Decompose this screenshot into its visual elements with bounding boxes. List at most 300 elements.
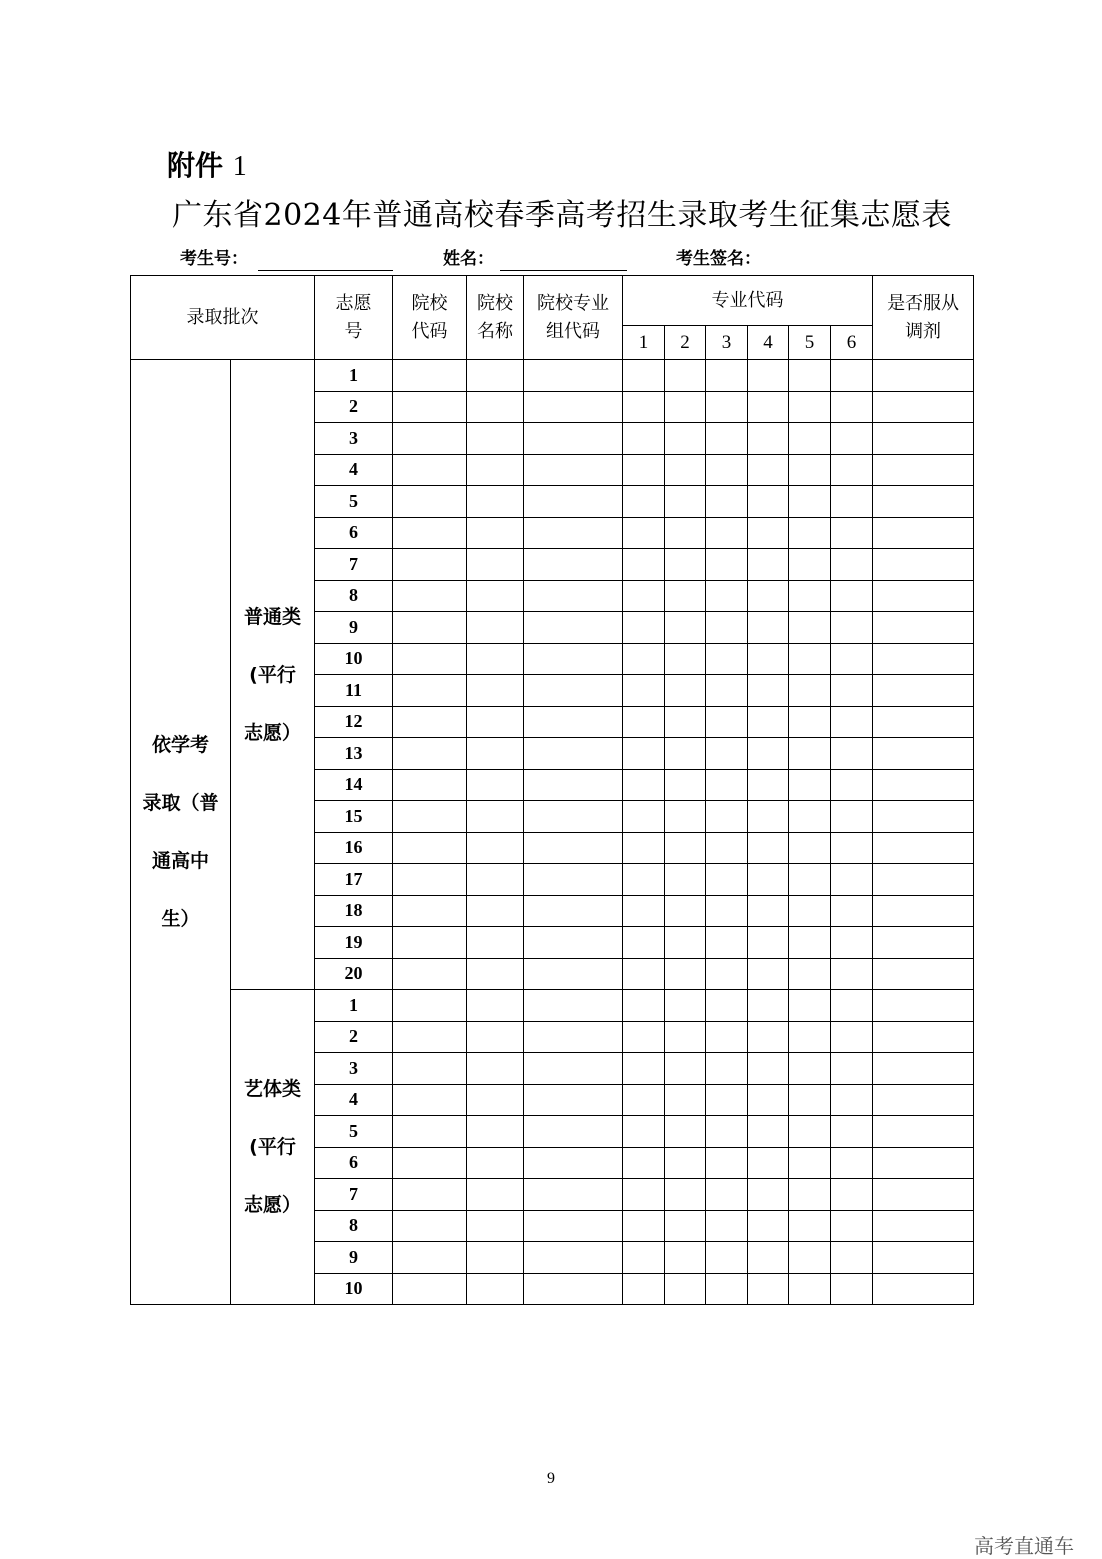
major-code-4-cell[interactable] (748, 990, 789, 1022)
college-code-cell[interactable] (393, 517, 467, 549)
major-code-5-cell[interactable] (789, 580, 831, 612)
group-code-cell[interactable] (524, 1179, 623, 1211)
group-code-cell[interactable] (524, 1242, 623, 1274)
major-code-2-cell[interactable] (665, 1242, 706, 1274)
major-code-2-cell[interactable] (665, 391, 706, 423)
group-code-cell[interactable] (524, 1021, 623, 1053)
adjust-cell[interactable] (873, 675, 974, 707)
group-code-cell[interactable] (524, 423, 623, 455)
major-code-2-cell[interactable] (665, 1210, 706, 1242)
adjust-cell[interactable] (873, 958, 974, 990)
major-code-4-cell[interactable] (748, 486, 789, 518)
major-code-6-cell[interactable] (831, 769, 873, 801)
adjust-cell[interactable] (873, 1021, 974, 1053)
college-name-cell[interactable] (467, 643, 524, 675)
major-code-3-cell[interactable] (706, 1116, 748, 1148)
major-code-2-cell[interactable] (665, 1084, 706, 1116)
college-name-cell[interactable] (467, 360, 524, 392)
major-code-3-cell[interactable] (706, 832, 748, 864)
major-code-2-cell[interactable] (665, 1021, 706, 1053)
college-name-cell[interactable] (467, 612, 524, 644)
major-code-2-cell[interactable] (665, 990, 706, 1022)
major-code-2-cell[interactable] (665, 517, 706, 549)
major-code-5-cell[interactable] (789, 769, 831, 801)
major-code-6-cell[interactable] (831, 927, 873, 959)
major-code-3-cell[interactable] (706, 1021, 748, 1053)
major-code-1-cell[interactable] (623, 990, 665, 1022)
major-code-6-cell[interactable] (831, 1179, 873, 1211)
major-code-3-cell[interactable] (706, 486, 748, 518)
adjust-cell[interactable] (873, 864, 974, 896)
major-code-3-cell[interactable] (706, 360, 748, 392)
major-code-3-cell[interactable] (706, 675, 748, 707)
major-code-4-cell[interactable] (748, 738, 789, 770)
major-code-1-cell[interactable] (623, 832, 665, 864)
college-name-cell[interactable] (467, 1147, 524, 1179)
major-code-6-cell[interactable] (831, 1242, 873, 1274)
major-code-6-cell[interactable] (831, 1273, 873, 1305)
college-code-cell[interactable] (393, 1021, 467, 1053)
major-code-6-cell[interactable] (831, 612, 873, 644)
adjust-cell[interactable] (873, 1084, 974, 1116)
name-field[interactable] (500, 270, 627, 271)
major-code-4-cell[interactable] (748, 1179, 789, 1211)
major-code-2-cell[interactable] (665, 1147, 706, 1179)
major-code-6-cell[interactable] (831, 958, 873, 990)
major-code-5-cell[interactable] (789, 990, 831, 1022)
major-code-3-cell[interactable] (706, 958, 748, 990)
major-code-4-cell[interactable] (748, 1242, 789, 1274)
major-code-2-cell[interactable] (665, 675, 706, 707)
major-code-3-cell[interactable] (706, 769, 748, 801)
major-code-5-cell[interactable] (789, 801, 831, 833)
college-name-cell[interactable] (467, 675, 524, 707)
major-code-6-cell[interactable] (831, 738, 873, 770)
college-code-cell[interactable] (393, 423, 467, 455)
major-code-4-cell[interactable] (748, 706, 789, 738)
group-code-cell[interactable] (524, 454, 623, 486)
college-name-cell[interactable] (467, 990, 524, 1022)
major-code-2-cell[interactable] (665, 360, 706, 392)
adjust-cell[interactable] (873, 643, 974, 675)
major-code-6-cell[interactable] (831, 706, 873, 738)
major-code-4-cell[interactable] (748, 801, 789, 833)
major-code-1-cell[interactable] (623, 423, 665, 455)
major-code-3-cell[interactable] (706, 1053, 748, 1085)
major-code-1-cell[interactable] (623, 864, 665, 896)
college-name-cell[interactable] (467, 706, 524, 738)
college-name-cell[interactable] (467, 549, 524, 581)
adjust-cell[interactable] (873, 801, 974, 833)
major-code-4-cell[interactable] (748, 1084, 789, 1116)
college-name-cell[interactable] (467, 895, 524, 927)
major-code-5-cell[interactable] (789, 1084, 831, 1116)
group-code-cell[interactable] (524, 1210, 623, 1242)
adjust-cell[interactable] (873, 517, 974, 549)
adjust-cell[interactable] (873, 769, 974, 801)
major-code-6-cell[interactable] (831, 1053, 873, 1085)
major-code-6-cell[interactable] (831, 1116, 873, 1148)
adjust-cell[interactable] (873, 612, 974, 644)
major-code-4-cell[interactable] (748, 1053, 789, 1085)
college-name-cell[interactable] (467, 1053, 524, 1085)
major-code-1-cell[interactable] (623, 454, 665, 486)
major-code-5-cell[interactable] (789, 486, 831, 518)
major-code-1-cell[interactable] (623, 1116, 665, 1148)
college-name-cell[interactable] (467, 1273, 524, 1305)
major-code-5-cell[interactable] (789, 391, 831, 423)
major-code-6-cell[interactable] (831, 454, 873, 486)
major-code-5-cell[interactable] (789, 1147, 831, 1179)
major-code-1-cell[interactable] (623, 612, 665, 644)
major-code-3-cell[interactable] (706, 454, 748, 486)
adjust-cell[interactable] (873, 454, 974, 486)
major-code-5-cell[interactable] (789, 864, 831, 896)
major-code-3-cell[interactable] (706, 1273, 748, 1305)
major-code-3-cell[interactable] (706, 895, 748, 927)
major-code-5-cell[interactable] (789, 549, 831, 581)
major-code-2-cell[interactable] (665, 927, 706, 959)
major-code-5-cell[interactable] (789, 1242, 831, 1274)
adjust-cell[interactable] (873, 706, 974, 738)
college-code-cell[interactable] (393, 1273, 467, 1305)
group-code-cell[interactable] (524, 675, 623, 707)
adjust-cell[interactable] (873, 1147, 974, 1179)
major-code-1-cell[interactable] (623, 1179, 665, 1211)
major-code-2-cell[interactable] (665, 706, 706, 738)
group-code-cell[interactable] (524, 643, 623, 675)
major-code-1-cell[interactable] (623, 486, 665, 518)
major-code-4-cell[interactable] (748, 895, 789, 927)
major-code-5-cell[interactable] (789, 643, 831, 675)
major-code-1-cell[interactable] (623, 1147, 665, 1179)
major-code-6-cell[interactable] (831, 423, 873, 455)
major-code-6-cell[interactable] (831, 549, 873, 581)
major-code-1-cell[interactable] (623, 1242, 665, 1274)
group-code-cell[interactable] (524, 927, 623, 959)
major-code-3-cell[interactable] (706, 423, 748, 455)
adjust-cell[interactable] (873, 1179, 974, 1211)
college-code-cell[interactable] (393, 1084, 467, 1116)
college-code-cell[interactable] (393, 1053, 467, 1085)
major-code-5-cell[interactable] (789, 517, 831, 549)
major-code-6-cell[interactable] (831, 580, 873, 612)
adjust-cell[interactable] (873, 1242, 974, 1274)
major-code-4-cell[interactable] (748, 1210, 789, 1242)
major-code-6-cell[interactable] (831, 675, 873, 707)
major-code-1-cell[interactable] (623, 360, 665, 392)
major-code-5-cell[interactable] (789, 927, 831, 959)
college-code-cell[interactable] (393, 832, 467, 864)
college-code-cell[interactable] (393, 864, 467, 896)
major-code-6-cell[interactable] (831, 643, 873, 675)
major-code-4-cell[interactable] (748, 958, 789, 990)
college-code-cell[interactable] (393, 958, 467, 990)
major-code-5-cell[interactable] (789, 1179, 831, 1211)
major-code-4-cell[interactable] (748, 675, 789, 707)
major-code-1-cell[interactable] (623, 643, 665, 675)
college-code-cell[interactable] (393, 1179, 467, 1211)
major-code-2-cell[interactable] (665, 1053, 706, 1085)
major-code-4-cell[interactable] (748, 864, 789, 896)
group-code-cell[interactable] (524, 1053, 623, 1085)
adjust-cell[interactable] (873, 832, 974, 864)
major-code-3-cell[interactable] (706, 801, 748, 833)
major-code-4-cell[interactable] (748, 517, 789, 549)
major-code-3-cell[interactable] (706, 738, 748, 770)
major-code-5-cell[interactable] (789, 454, 831, 486)
group-code-cell[interactable] (524, 1147, 623, 1179)
adjust-cell[interactable] (873, 391, 974, 423)
college-code-cell[interactable] (393, 801, 467, 833)
major-code-3-cell[interactable] (706, 549, 748, 581)
major-code-2-cell[interactable] (665, 1179, 706, 1211)
major-code-1-cell[interactable] (623, 1053, 665, 1085)
major-code-3-cell[interactable] (706, 1179, 748, 1211)
college-name-cell[interactable] (467, 423, 524, 455)
major-code-2-cell[interactable] (665, 580, 706, 612)
college-code-cell[interactable] (393, 990, 467, 1022)
major-code-2-cell[interactable] (665, 832, 706, 864)
adjust-cell[interactable] (873, 549, 974, 581)
college-code-cell[interactable] (393, 1147, 467, 1179)
major-code-3-cell[interactable] (706, 1147, 748, 1179)
major-code-6-cell[interactable] (831, 391, 873, 423)
major-code-2-cell[interactable] (665, 486, 706, 518)
major-code-3-cell[interactable] (706, 990, 748, 1022)
adjust-cell[interactable] (873, 1116, 974, 1148)
major-code-1-cell[interactable] (623, 927, 665, 959)
college-name-cell[interactable] (467, 486, 524, 518)
college-name-cell[interactable] (467, 1084, 524, 1116)
major-code-4-cell[interactable] (748, 580, 789, 612)
major-code-2-cell[interactable] (665, 895, 706, 927)
college-code-cell[interactable] (393, 895, 467, 927)
college-name-cell[interactable] (467, 391, 524, 423)
major-code-1-cell[interactable] (623, 738, 665, 770)
college-name-cell[interactable] (467, 958, 524, 990)
major-code-5-cell[interactable] (789, 612, 831, 644)
major-code-1-cell[interactable] (623, 549, 665, 581)
major-code-1-cell[interactable] (623, 769, 665, 801)
major-code-1-cell[interactable] (623, 517, 665, 549)
major-code-5-cell[interactable] (789, 1116, 831, 1148)
adjust-cell[interactable] (873, 423, 974, 455)
college-code-cell[interactable] (393, 927, 467, 959)
major-code-4-cell[interactable] (748, 643, 789, 675)
college-name-cell[interactable] (467, 454, 524, 486)
major-code-5-cell[interactable] (789, 958, 831, 990)
adjust-cell[interactable] (873, 580, 974, 612)
group-code-cell[interactable] (524, 517, 623, 549)
major-code-4-cell[interactable] (748, 1273, 789, 1305)
major-code-3-cell[interactable] (706, 643, 748, 675)
college-name-cell[interactable] (467, 927, 524, 959)
college-name-cell[interactable] (467, 769, 524, 801)
major-code-5-cell[interactable] (789, 738, 831, 770)
major-code-1-cell[interactable] (623, 1273, 665, 1305)
major-code-1-cell[interactable] (623, 706, 665, 738)
group-code-cell[interactable] (524, 612, 623, 644)
group-code-cell[interactable] (524, 864, 623, 896)
group-code-cell[interactable] (524, 549, 623, 581)
major-code-4-cell[interactable] (748, 360, 789, 392)
adjust-cell[interactable] (873, 360, 974, 392)
major-code-2-cell[interactable] (665, 643, 706, 675)
major-code-6-cell[interactable] (831, 990, 873, 1022)
major-code-2-cell[interactable] (665, 454, 706, 486)
major-code-4-cell[interactable] (748, 549, 789, 581)
major-code-4-cell[interactable] (748, 832, 789, 864)
college-code-cell[interactable] (393, 1210, 467, 1242)
major-code-1-cell[interactable] (623, 580, 665, 612)
group-code-cell[interactable] (524, 1273, 623, 1305)
major-code-2-cell[interactable] (665, 612, 706, 644)
college-code-cell[interactable] (393, 391, 467, 423)
adjust-cell[interactable] (873, 895, 974, 927)
major-code-4-cell[interactable] (748, 1021, 789, 1053)
major-code-1-cell[interactable] (623, 1021, 665, 1053)
major-code-6-cell[interactable] (831, 486, 873, 518)
major-code-5-cell[interactable] (789, 895, 831, 927)
adjust-cell[interactable] (873, 927, 974, 959)
college-name-cell[interactable] (467, 801, 524, 833)
major-code-5-cell[interactable] (789, 1053, 831, 1085)
major-code-2-cell[interactable] (665, 1273, 706, 1305)
exam-id-field[interactable] (258, 270, 393, 271)
group-code-cell[interactable] (524, 769, 623, 801)
major-code-3-cell[interactable] (706, 1242, 748, 1274)
major-code-6-cell[interactable] (831, 1210, 873, 1242)
college-code-cell[interactable] (393, 675, 467, 707)
major-code-6-cell[interactable] (831, 864, 873, 896)
group-code-cell[interactable] (524, 832, 623, 864)
college-name-cell[interactable] (467, 1116, 524, 1148)
major-code-5-cell[interactable] (789, 675, 831, 707)
adjust-cell[interactable] (873, 990, 974, 1022)
college-code-cell[interactable] (393, 454, 467, 486)
college-code-cell[interactable] (393, 738, 467, 770)
group-code-cell[interactable] (524, 990, 623, 1022)
major-code-3-cell[interactable] (706, 706, 748, 738)
group-code-cell[interactable] (524, 895, 623, 927)
major-code-3-cell[interactable] (706, 1084, 748, 1116)
group-code-cell[interactable] (524, 580, 623, 612)
major-code-3-cell[interactable] (706, 864, 748, 896)
major-code-4-cell[interactable] (748, 612, 789, 644)
college-code-cell[interactable] (393, 486, 467, 518)
major-code-3-cell[interactable] (706, 517, 748, 549)
major-code-3-cell[interactable] (706, 1210, 748, 1242)
adjust-cell[interactable] (873, 1053, 974, 1085)
group-code-cell[interactable] (524, 391, 623, 423)
college-code-cell[interactable] (393, 1242, 467, 1274)
adjust-cell[interactable] (873, 1210, 974, 1242)
college-name-cell[interactable] (467, 580, 524, 612)
major-code-6-cell[interactable] (831, 832, 873, 864)
major-code-4-cell[interactable] (748, 391, 789, 423)
major-code-6-cell[interactable] (831, 1084, 873, 1116)
college-code-cell[interactable] (393, 706, 467, 738)
college-name-cell[interactable] (467, 864, 524, 896)
major-code-5-cell[interactable] (789, 360, 831, 392)
college-name-cell[interactable] (467, 1021, 524, 1053)
major-code-4-cell[interactable] (748, 927, 789, 959)
college-name-cell[interactable] (467, 1242, 524, 1274)
group-code-cell[interactable] (524, 706, 623, 738)
major-code-2-cell[interactable] (665, 958, 706, 990)
adjust-cell[interactable] (873, 1273, 974, 1305)
major-code-2-cell[interactable] (665, 864, 706, 896)
major-code-6-cell[interactable] (831, 895, 873, 927)
major-code-1-cell[interactable] (623, 1084, 665, 1116)
major-code-4-cell[interactable] (748, 423, 789, 455)
major-code-1-cell[interactable] (623, 958, 665, 990)
major-code-6-cell[interactable] (831, 801, 873, 833)
group-code-cell[interactable] (524, 486, 623, 518)
adjust-cell[interactable] (873, 738, 974, 770)
group-code-cell[interactable] (524, 360, 623, 392)
major-code-5-cell[interactable] (789, 1210, 831, 1242)
major-code-4-cell[interactable] (748, 454, 789, 486)
major-code-5-cell[interactable] (789, 1021, 831, 1053)
major-code-2-cell[interactable] (665, 423, 706, 455)
major-code-2-cell[interactable] (665, 1116, 706, 1148)
college-code-cell[interactable] (393, 769, 467, 801)
college-code-cell[interactable] (393, 549, 467, 581)
college-name-cell[interactable] (467, 738, 524, 770)
major-code-5-cell[interactable] (789, 706, 831, 738)
college-code-cell[interactable] (393, 360, 467, 392)
major-code-2-cell[interactable] (665, 801, 706, 833)
major-code-6-cell[interactable] (831, 360, 873, 392)
major-code-5-cell[interactable] (789, 423, 831, 455)
major-code-1-cell[interactable] (623, 895, 665, 927)
major-code-2-cell[interactable] (665, 769, 706, 801)
major-code-6-cell[interactable] (831, 1147, 873, 1179)
college-name-cell[interactable] (467, 1210, 524, 1242)
group-code-cell[interactable] (524, 1116, 623, 1148)
college-code-cell[interactable] (393, 643, 467, 675)
college-name-cell[interactable] (467, 517, 524, 549)
college-name-cell[interactable] (467, 1179, 524, 1211)
college-name-cell[interactable] (467, 832, 524, 864)
major-code-5-cell[interactable] (789, 1273, 831, 1305)
major-code-3-cell[interactable] (706, 612, 748, 644)
major-code-1-cell[interactable] (623, 391, 665, 423)
major-code-6-cell[interactable] (831, 517, 873, 549)
group-code-cell[interactable] (524, 738, 623, 770)
major-code-4-cell[interactable] (748, 1116, 789, 1148)
major-code-6-cell[interactable] (831, 1021, 873, 1053)
major-code-2-cell[interactable] (665, 549, 706, 581)
major-code-3-cell[interactable] (706, 391, 748, 423)
college-code-cell[interactable] (393, 1116, 467, 1148)
major-code-1-cell[interactable] (623, 801, 665, 833)
adjust-cell[interactable] (873, 486, 974, 518)
major-code-3-cell[interactable] (706, 927, 748, 959)
college-code-cell[interactable] (393, 580, 467, 612)
major-code-1-cell[interactable] (623, 675, 665, 707)
group-code-cell[interactable] (524, 801, 623, 833)
group-code-cell[interactable] (524, 1084, 623, 1116)
major-code-4-cell[interactable] (748, 1147, 789, 1179)
major-code-1-cell[interactable] (623, 1210, 665, 1242)
group-code-cell[interactable] (524, 958, 623, 990)
major-code-5-cell[interactable] (789, 832, 831, 864)
major-code-2-cell[interactable] (665, 738, 706, 770)
college-code-cell[interactable] (393, 612, 467, 644)
